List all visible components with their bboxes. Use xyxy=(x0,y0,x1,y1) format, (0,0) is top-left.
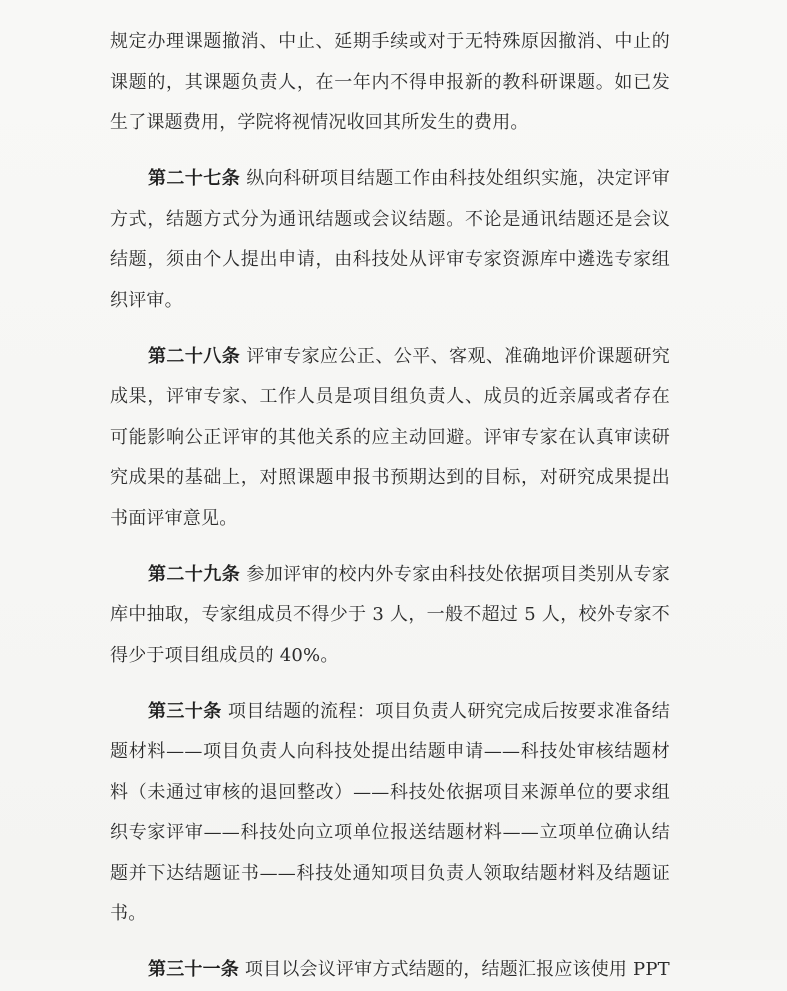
article-30 xyxy=(110,692,670,935)
article-29 xyxy=(110,555,670,677)
article-31 xyxy=(110,950,670,991)
article-number: 第二十八条 xyxy=(148,345,241,367)
article-number: 第二十七条 xyxy=(148,168,241,189)
article-number: 第二十九条 xyxy=(148,563,241,585)
article-number: 第三十一条 xyxy=(148,959,239,980)
article-28 xyxy=(110,337,670,540)
paragraph-gap xyxy=(110,676,670,692)
paragraph-gap xyxy=(110,321,670,337)
paragraph-continued xyxy=(110,22,670,144)
article-text: 项目结题的流程：项目负责人研究完成后按要求准备结题材料——项目负责人向科技处提出结题申请——科技处审核结题材料（未通过审核的退回整改）——科技处依据项目来源单位的要求组织专家评审——科技处向立项单位报送结题材料——立项单位确认结题并下达结题证书——科技处通知项目负责人领取结题材料及结题证书。 xyxy=(110,700,670,924)
article-text: 项目以会议评审方式结题的，结题汇报应该使用 PPT xyxy=(244,959,670,980)
article-text: 参加评审的校内外专家由科技处依据项目类别从专家库中抽取，专家组成员不得少于 3 人，一般不超过 5 人，校外专家不得少于项目组成员的 40%。 xyxy=(110,563,670,666)
article-number: 第三十条 xyxy=(148,700,222,722)
article-text: 纵向科研项目结题工作由科技处组织实施，决定评审方式，结题方式分为通讯结题或会议结题。不论是通讯结题还是会议结题，须由个人提出申请，由科技处从评审专家资源库中遴选专家组织评审。 xyxy=(110,168,670,311)
article-text: 评审专家应公正、公平、客观、准确地评价课题研究成果，评审专家、工作人员是项目组负责人、成员的近亲属或者存在可能影响公正评审的其他关系的应主动回避。评审专家在认真审读研究成果的基础上，对照课题申报书预期达到的目标，对研究成果提出书面评审意见。 xyxy=(110,345,670,529)
article-27 xyxy=(110,159,670,321)
paragraph-gap xyxy=(110,935,670,951)
document-body xyxy=(110,22,670,991)
paragraph-gap xyxy=(110,144,670,160)
paragraph-text: 规定办理课题撤消、中止、延期手续或对于无特殊原因撤消、中止的课题的，其课题负责人，在一年内不得申报新的教科研课题。如已发生了课题费用，学院将视情况收回其所发生的费用。 xyxy=(110,31,670,133)
paragraph-gap xyxy=(110,539,670,555)
